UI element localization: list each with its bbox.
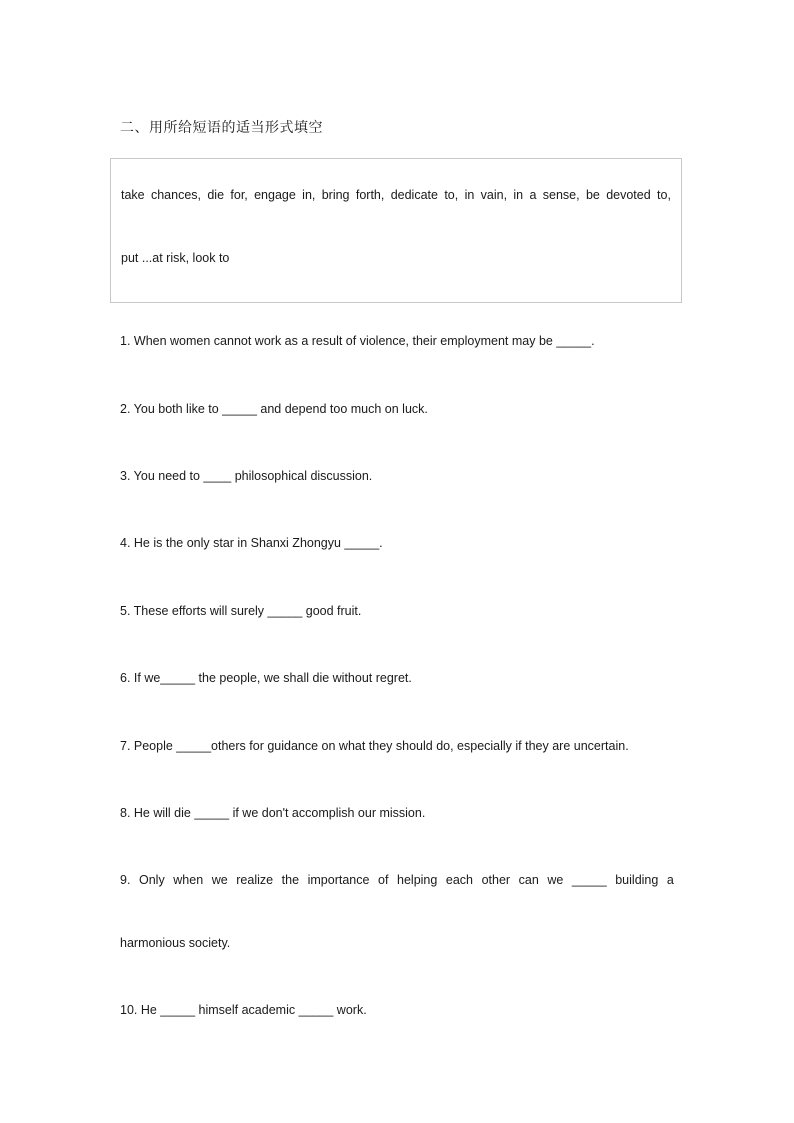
question-9-word: realize [236, 873, 274, 887]
question-6: 6. If we_____ the people, we shall die without regret. [120, 671, 412, 685]
question-9-word: the [281, 873, 300, 887]
question-9-line-2: harmonious society. [120, 936, 231, 950]
question-7: 7. People _____others for guidance on what they should do, especially if they are uncertain. [120, 739, 629, 753]
phrase-word: for, [230, 188, 248, 202]
question-9-word: of [378, 873, 389, 887]
phrase-word: a [529, 188, 537, 202]
question-9-word: Only [139, 873, 165, 887]
phrase-word: be [585, 188, 600, 202]
phrase-word: in [513, 188, 524, 202]
phrase-word: sense, [542, 188, 580, 202]
section-title: 二、用所给短语的适当形式填空 [120, 120, 323, 136]
question-5: 5. These efforts will surely _____ good fruit. [120, 604, 362, 618]
phrase-word: dedicate [390, 188, 438, 202]
question-9-word: building [615, 873, 659, 887]
question-3: 3. You need to ____ philosophical discussion. [120, 469, 373, 483]
phrase-word: to, [657, 188, 671, 202]
question-2: 2. You both like to _____ and depend too much on luck. [120, 402, 428, 416]
question-1: 1. When women cannot work as a result of violence, their employment may be _____. [120, 334, 595, 348]
question-9-word: a [666, 873, 674, 887]
phrase-word: to, [444, 188, 459, 202]
phrase-word: chances, [150, 188, 202, 202]
phrase-word: devoted [606, 188, 651, 202]
question-9-word: 9. [120, 873, 131, 887]
phrase-list-line-1 [121, 188, 671, 202]
question-9-word: each [445, 873, 474, 887]
question-9-word: can [518, 873, 539, 887]
question-9-word: helping [397, 873, 438, 887]
question-10: 10. He _____ himself academic _____ work. [120, 1003, 367, 1017]
phrase-word: vain, [480, 188, 508, 202]
question-4: 4. He is the only star in Shanxi Zhongyu _____. [120, 536, 383, 550]
phrase-word: in [464, 188, 475, 202]
phrase-word: bring [321, 188, 350, 202]
phrase-word: die [207, 188, 225, 202]
question-9-word: when [173, 873, 204, 887]
question-9-word: _____ [571, 873, 607, 887]
phrase-word: forth, [355, 188, 385, 202]
phrase-list-line-2: put ...at risk, look to [121, 251, 230, 265]
question-9-word: other [481, 873, 511, 887]
question-9-line-1 [120, 873, 674, 887]
question-9-word: importance [307, 873, 370, 887]
phrase-box [110, 158, 682, 303]
question-8: 8. He will die _____ if we don't accomplish our mission. [120, 806, 426, 820]
phrase-word: in, [302, 188, 316, 202]
question-9-word: we [211, 873, 228, 887]
question-9-word: we [547, 873, 564, 887]
phrase-word: engage [254, 188, 296, 202]
phrase-word: take [121, 188, 145, 202]
